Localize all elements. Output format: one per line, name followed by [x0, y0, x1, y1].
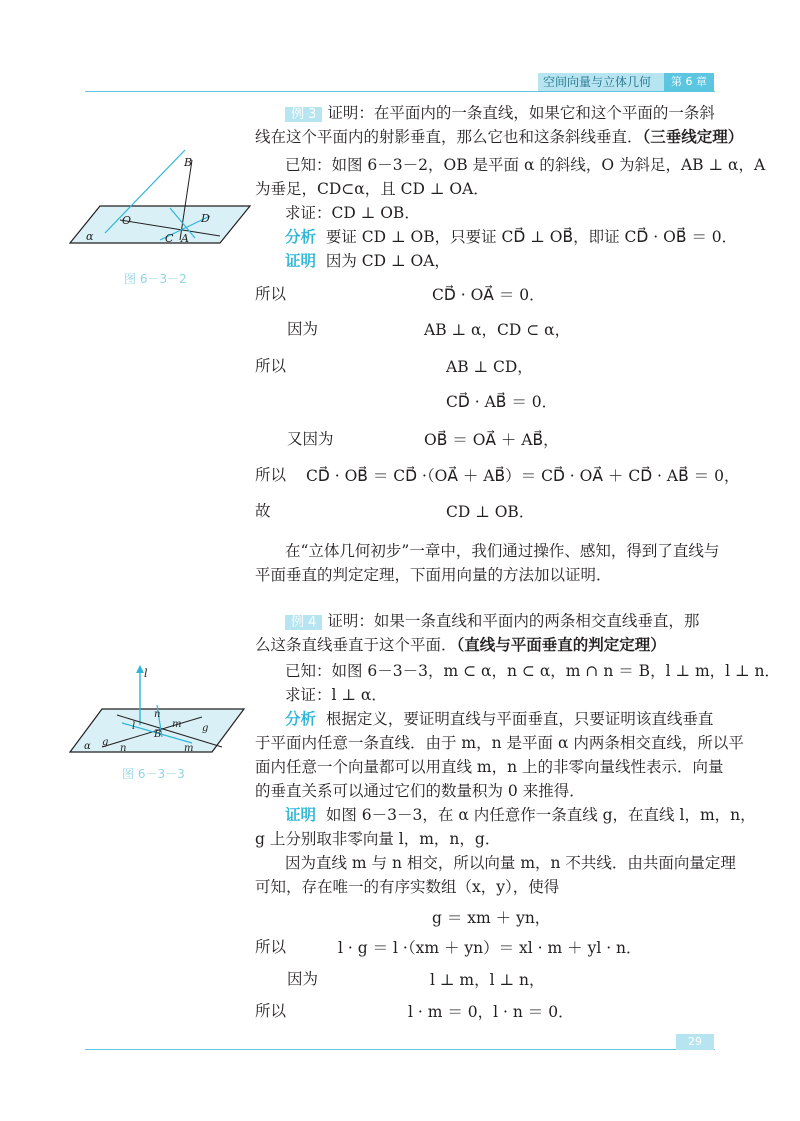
analysis-label: 分析 — [285, 228, 317, 246]
label-l-top: l — [144, 667, 148, 680]
label-m: m — [172, 719, 182, 730]
step-expr: l · m ＝ 0，l · n ＝ 0． — [408, 1003, 574, 1021]
step-expr: CD ⊥ OB． — [446, 503, 535, 521]
figure-6-3-2 — [60, 148, 260, 253]
step-expr: CD⃗ · OB⃗ ＝ CD⃗ ·（OA⃗ ＋ AB⃗）＝ CD⃗ · OA⃗ ＋ CD⃗ · AB⃗ ＝ 0， — [306, 467, 740, 485]
step-word: 故 — [255, 502, 271, 520]
step-word: 因为 — [287, 320, 319, 338]
example3-analysis: 分析 要证 CD ⊥ OB，只要证 CD⃗ ⊥ OB⃗，即证 CD⃗ · OB⃗ ＝ 0． — [285, 228, 738, 246]
step-expr: OB⃗ ＝ OA⃗ ＋ AB⃗， — [424, 431, 559, 449]
equation-g: g ＝ xm ＋ yn， — [432, 909, 551, 927]
analysis-label: 分析 — [285, 710, 317, 728]
label-a: A — [181, 232, 189, 245]
example4-analysis-line: 于平面内任意一条直线．由于 m，n 是平面 α 内两条相交直线，所以平 — [255, 734, 744, 752]
example4-proof-line: g 上分别取非零向量 l，m，n，g． — [255, 830, 501, 848]
label-c: C — [165, 232, 174, 245]
figure-6-3-3 — [62, 665, 252, 757]
figure-caption: 图 6－3－2 — [124, 272, 187, 286]
label-o: O — [122, 214, 132, 227]
example4-prove: 求证：l ⊥ α． — [285, 686, 387, 704]
step-word: 所以 — [255, 357, 287, 375]
step-word: 所以 — [255, 466, 287, 484]
example3-proof: 证明 因为 CD ⊥ OA， — [285, 252, 450, 270]
step-word: 因为 — [287, 970, 319, 988]
footer-rule — [85, 1049, 715, 1050]
example4-proof-line: 可知，存在唯一的有序实数组（x，y），使得 — [255, 878, 560, 896]
example4-proof-line: 因为直线 m 与 n 相交，所以向量 m，n 不共线．由共面向量定理 — [285, 854, 736, 872]
step-expr: CD⃗ · OA⃗ ＝ 0． — [432, 286, 545, 304]
label-g: g — [202, 723, 209, 734]
step-expr: l ⊥ m，l ⊥ n， — [430, 971, 545, 989]
chapter-badge: 第 6 章 — [664, 73, 714, 91]
example3-known2: 为垂足，CD⊂α，且 CD ⊥ OA． — [255, 180, 489, 198]
label-n: n — [120, 743, 127, 754]
example4-analysis-line: 的垂直关系可以通过它们的数量积为 0 来推得． — [255, 782, 585, 800]
label-m-low: m — [184, 743, 194, 754]
example3-line1: 例 3 证明：在平面内的一条直线，如果它和这个平面的一条斜 — [285, 102, 715, 126]
step-expr: AB ⊥ CD， — [446, 358, 533, 376]
step-expr: CD⃗ · AB⃗ ＝ 0． — [446, 393, 558, 411]
example4-proof-line: 证明 如图 6－3－3，在 α 内任意作一条直线 g，在直线 l，m，n， — [285, 806, 756, 824]
label-b: B — [184, 156, 193, 169]
label-g-low: g — [102, 737, 109, 748]
figure-caption: 图 6－3－3 — [122, 767, 185, 781]
proof-label: 证明 — [285, 806, 317, 824]
label-d: D — [201, 212, 210, 225]
label-alpha: α — [84, 741, 91, 752]
transition-line2: 平面垂直的判定定理，下面用向量的方法加以证明． — [255, 566, 612, 584]
page-number: 29 — [676, 1034, 714, 1050]
example4-line2: 么这条直线垂直于这个平面．（直线与平面垂直的判定定理） — [255, 636, 666, 654]
proof-label: 证明 — [285, 252, 317, 270]
step-word: 所以 — [255, 938, 287, 956]
example3-badge: 例 3 — [285, 107, 322, 122]
label-n-top: n — [154, 709, 161, 720]
example4-line1: 例 4 证明：如果一条直线和平面内的两条相交直线垂直，那 — [285, 610, 699, 634]
label-l: l — [132, 721, 136, 732]
example3-prove: 求证：CD ⊥ OB． — [285, 204, 420, 222]
example4-badge: 例 4 — [285, 615, 322, 630]
step-expr: AB ⊥ α，CD ⊂ α， — [424, 321, 571, 339]
label-b: B — [154, 729, 162, 740]
example4-known: 已知：如图 6－3－3，m ⊂ α，n ⊂ α，m ∩ n ＝ B，l ⊥ m，l ⊥ n． — [285, 662, 781, 680]
header-rule — [85, 91, 715, 92]
step-word: 所以 — [255, 285, 287, 303]
step-word: 所以 — [255, 1002, 287, 1020]
example4-analysis-line: 分析 根据定义，要证明直线与平面垂直，只要证明该直线垂直 — [285, 710, 714, 728]
example4-analysis-line: 面内任意一个向量都可以用直线 m，n 上的非零向量线性表示．向量 — [255, 758, 724, 776]
header-title: 空间向量与立体几何 — [543, 75, 652, 89]
step-expr: l · g ＝ l ·（xm ＋ yn）＝ xl · m ＋ yl · n． — [338, 939, 642, 957]
example3-line2: 线在这个平面内的射影垂直，那么它也和这条斜线垂直．（三垂线定理） — [255, 128, 744, 146]
label-alpha: α — [86, 230, 94, 243]
transition-line1: 在“立体几何初步”一章中，我们通过操作、感知，得到了直线与 — [285, 542, 720, 560]
step-word: 又因为 — [287, 430, 334, 448]
example3-known1: 已知：如图 6－3－2，OB 是平面 α 的斜线，O 为斜足，AB ⊥ α，A — [285, 156, 766, 174]
